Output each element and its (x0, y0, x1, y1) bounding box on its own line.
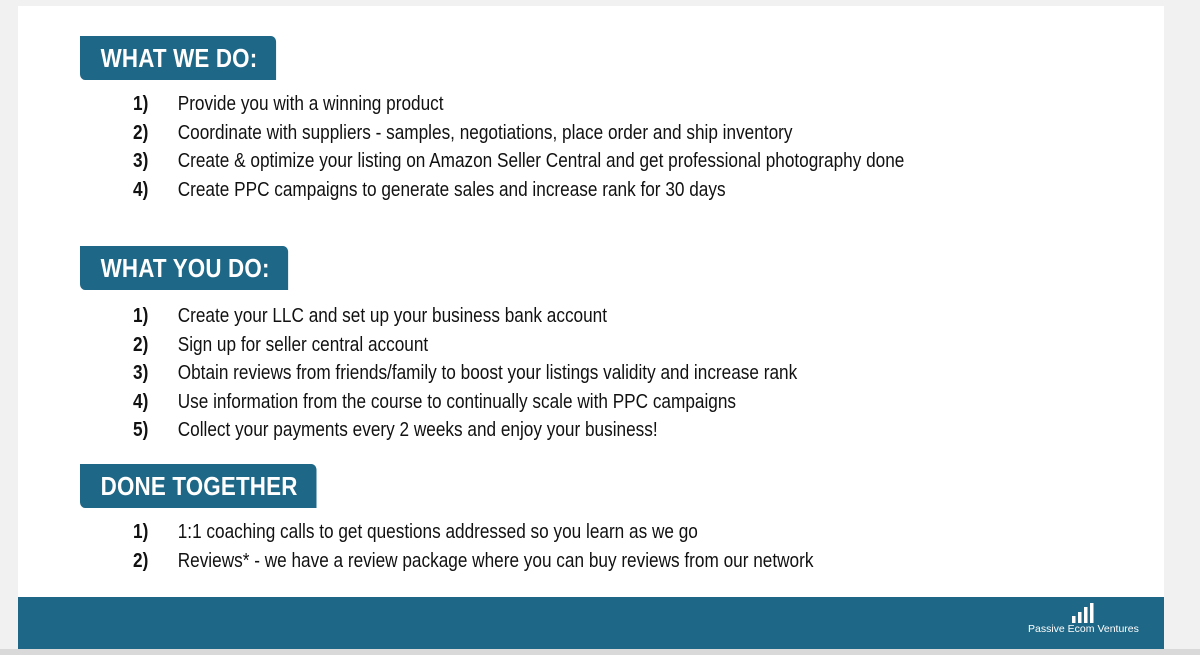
list-item-text: Coordinate with suppliers - samples, negotiations, place order and ship inventory (177, 121, 793, 144)
window-bottom-bar (0, 649, 1200, 655)
list-item (133, 176, 904, 205)
list-item-number: 1) (133, 521, 149, 543)
list-item (133, 90, 904, 119)
list-item-text: Create your LLC and set up your business bank account (177, 305, 608, 327)
list-item-text: Collect your payments every 2 weeks and enjoy your business! (177, 419, 658, 441)
list-item-number: 4) (133, 390, 149, 413)
list-item-number: 1) (133, 305, 149, 327)
list-item-number: 1) (133, 93, 149, 115)
list-item (133, 331, 797, 360)
list-item-text: Use information from the course to continually scale with PPC campaigns (177, 390, 737, 413)
list-item-text: Obtain reviews from friends/family to boost your listings validity and increase rank (177, 362, 798, 384)
list-item-number: 5) (133, 419, 149, 441)
slide (18, 6, 1164, 649)
list-item (133, 416, 797, 445)
list-item (133, 518, 813, 547)
bar-chart-icon (1071, 603, 1095, 623)
list-item (133, 119, 904, 148)
list-item-text: Reviews* - we have a review package where you can buy reviews from our network (177, 549, 814, 572)
logo-name: Passive Ecom Ventures (1028, 623, 1139, 635)
what-we-do-list (133, 90, 1030, 204)
list-item-number: 2) (133, 333, 149, 356)
list-item-number: 4) (133, 178, 149, 201)
list-item (133, 547, 813, 576)
company-logo (1028, 603, 1138, 645)
list-item (133, 359, 797, 388)
list-item (133, 147, 904, 176)
list-item-text: Provide you with a winning product (177, 93, 444, 115)
what-you-do-list (133, 302, 905, 445)
section-header-what-you-do: WHAT YOU DO: (80, 246, 288, 290)
list-item (133, 302, 797, 331)
list-item-text: Create & optimize your listing on Amazon Seller Central and get professional photography done (177, 150, 905, 172)
list-item-number: 3) (133, 362, 149, 384)
list-item-text: Create PPC campaigns to generate sales and increase rank for 30 days (177, 178, 726, 201)
section-header-done-together: DONE TOGETHER (80, 464, 316, 508)
section-header-what-we-do: WHAT WE DO: (80, 36, 276, 80)
list-item-number: 2) (133, 549, 149, 572)
list-item (133, 388, 797, 417)
footer-band (18, 597, 1164, 649)
list-item-number: 2) (133, 121, 149, 144)
list-item-number: 3) (133, 150, 149, 172)
list-item-text: Sign up for seller central account (177, 333, 429, 356)
done-together-list (133, 518, 924, 575)
list-item-text: 1:1 coaching calls to get questions addressed so you learn as we go (177, 521, 698, 543)
